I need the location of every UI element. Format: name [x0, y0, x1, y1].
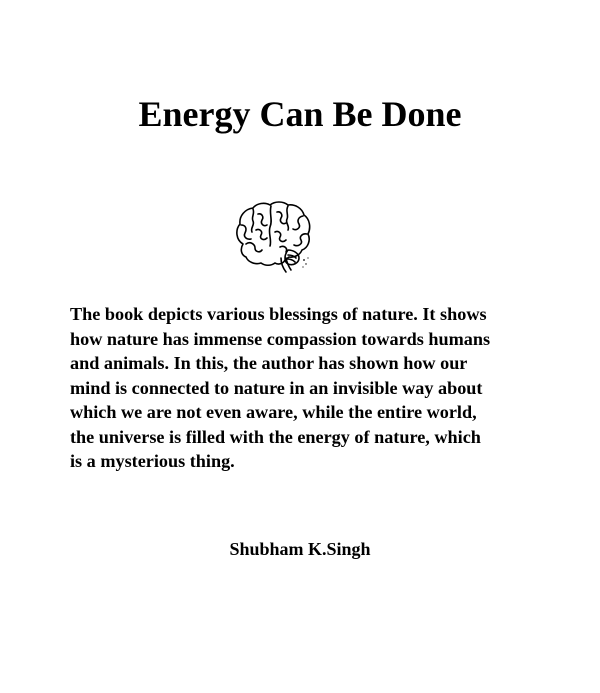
author-name: Shubham K.Singh: [229, 539, 371, 559]
description-line: how nature has immense compassion towards humans: [70, 328, 491, 349]
book-title: Energy Can Be Done: [138, 94, 462, 134]
description-line: which we are not even aware, while the entire world,: [70, 402, 477, 422]
brain-icon: [233, 200, 313, 274]
description-line: mind is connected to nature in an invisible way about: [70, 377, 483, 398]
description-line: The book depicts various blessings of nature. It shows: [70, 304, 487, 324]
description-line: and animals. In this, the author has shown how our: [70, 353, 468, 373]
description-line: is a mysterious thing.: [70, 451, 235, 471]
description-line: the universe is filled with the energy of nature, which: [70, 426, 481, 447]
book-description: [70, 302, 540, 474]
